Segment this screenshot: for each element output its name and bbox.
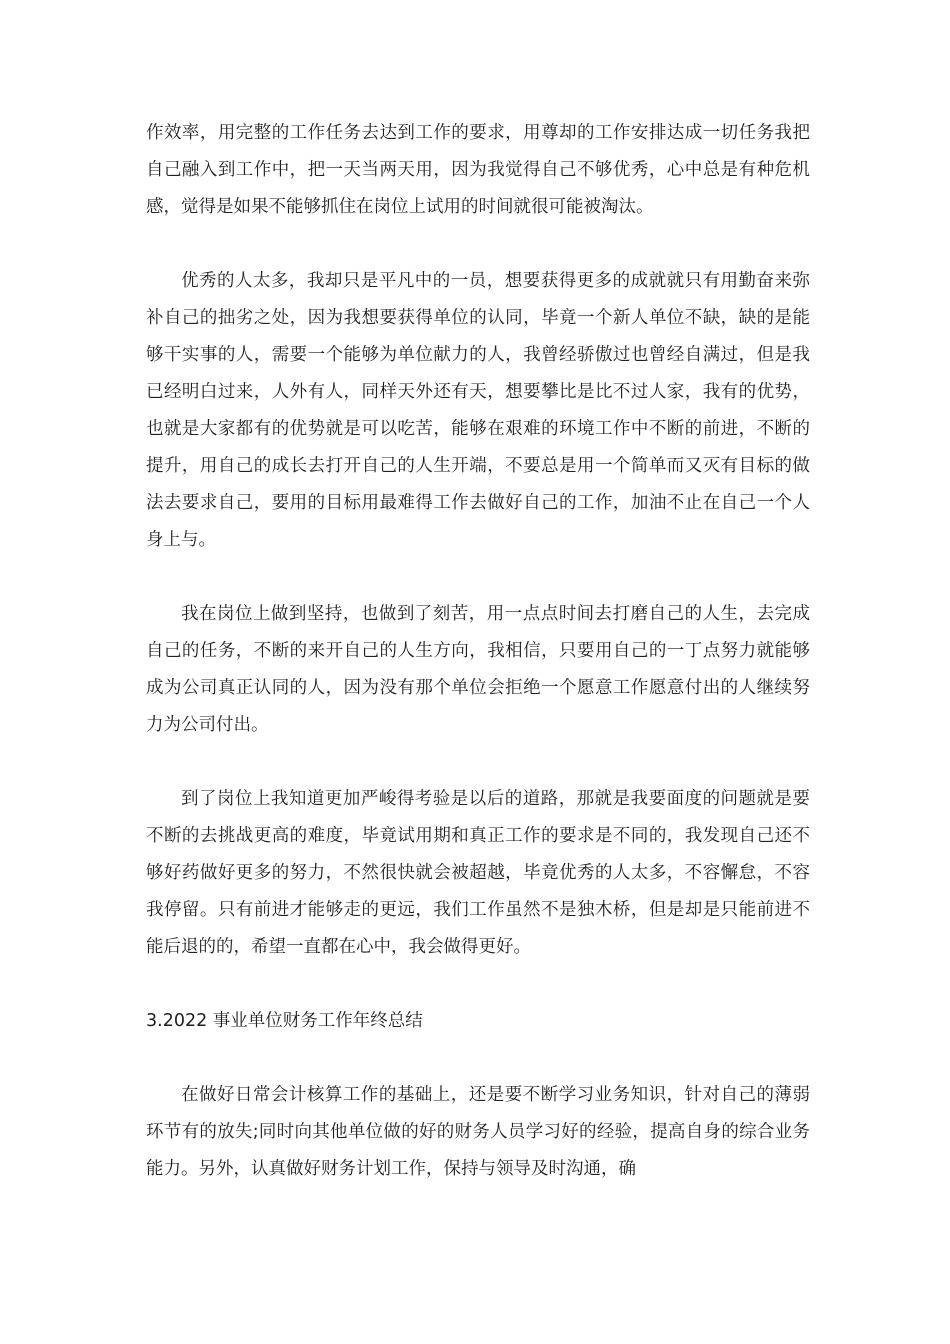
paragraph-challenge: 到了岗位上我知道更加严峻得考验是以后的道路，那就是我要面度的问题就是要不断的去挑战更高的难度，毕竟试用期和真正工作的要求是不同的，我发现自己还不够好药做好更多的努力，不然很快就会被超越，毕竟优秀的人太多，不容懈怠，不容我停留。只有前进才能够走的更远，我们工作虽然不是独木桥，但是却是只能前进不能后退的的，希望一直都在心中，我会做得更好。: [146, 789, 810, 957]
paragraph-persistence: 我在岗位上做到坚持，也做到了刻苦，用一点点时间去打磨自己的人生，去完成自己的任务，不断的来开自己的人生方向，我相信，只要用自己的一丁点努力就能够成为公司真正认同的人，因为没有那个单位会拒绝一个愿意工作愿意付出的人继续努力为公司付出。: [146, 604, 810, 735]
paragraph-continuation: 作效率，用完整的工作任务去达到工作的要求，用尊却的工作安排达成一切任务我把自己融入到工作中，把一天当两天用，因为我觉得自己不够优秀，心中总是有种危机感，觉得是如果不能够抓住在岗位上试用的时间就很可能被淘汰。: [146, 123, 810, 217]
document-body: [146, 115, 810, 1188]
paragraph-finance: 在做好日常会计核算工作的基础上，还是要不断学习业务知识，针对自己的薄弱环节有的放失;同时向其他单位做的好的财务人员学习好的经验，提高自身的综合业务能力。另外，认真做好财务计划工作，保持与领导及时沟通，确: [146, 1085, 810, 1179]
paragraph-diligence: 优秀的人太多，我却只是平凡中的一员，想要获得更多的成就就只有用勤奋来弥补自己的拙劣之处，因为我想要获得单位的认同，毕竟一个新人单位不缺，缺的是能够干实事的人，需要一个能够为单位献力的人，我曾经骄傲过也曾经自满过，但是我已经明白过来，人外有人，同样天外还有天，想要攀比是比不过人家，我有的优势，也就是大家都有的优势就是可以吃苦，能够在艰难的环境工作中不断的前进，不断的提升，用自己的成长去打开自己的人生开端，不要总是用一个简单而又灭有目标的做法去要求自己，要用的目标用最难得工作去做好自己的工作，加油不止在自己一个人身上与。: [146, 271, 810, 550]
section-heading: 3.2022 事业单位财务工作年终总结: [146, 1011, 423, 1031]
